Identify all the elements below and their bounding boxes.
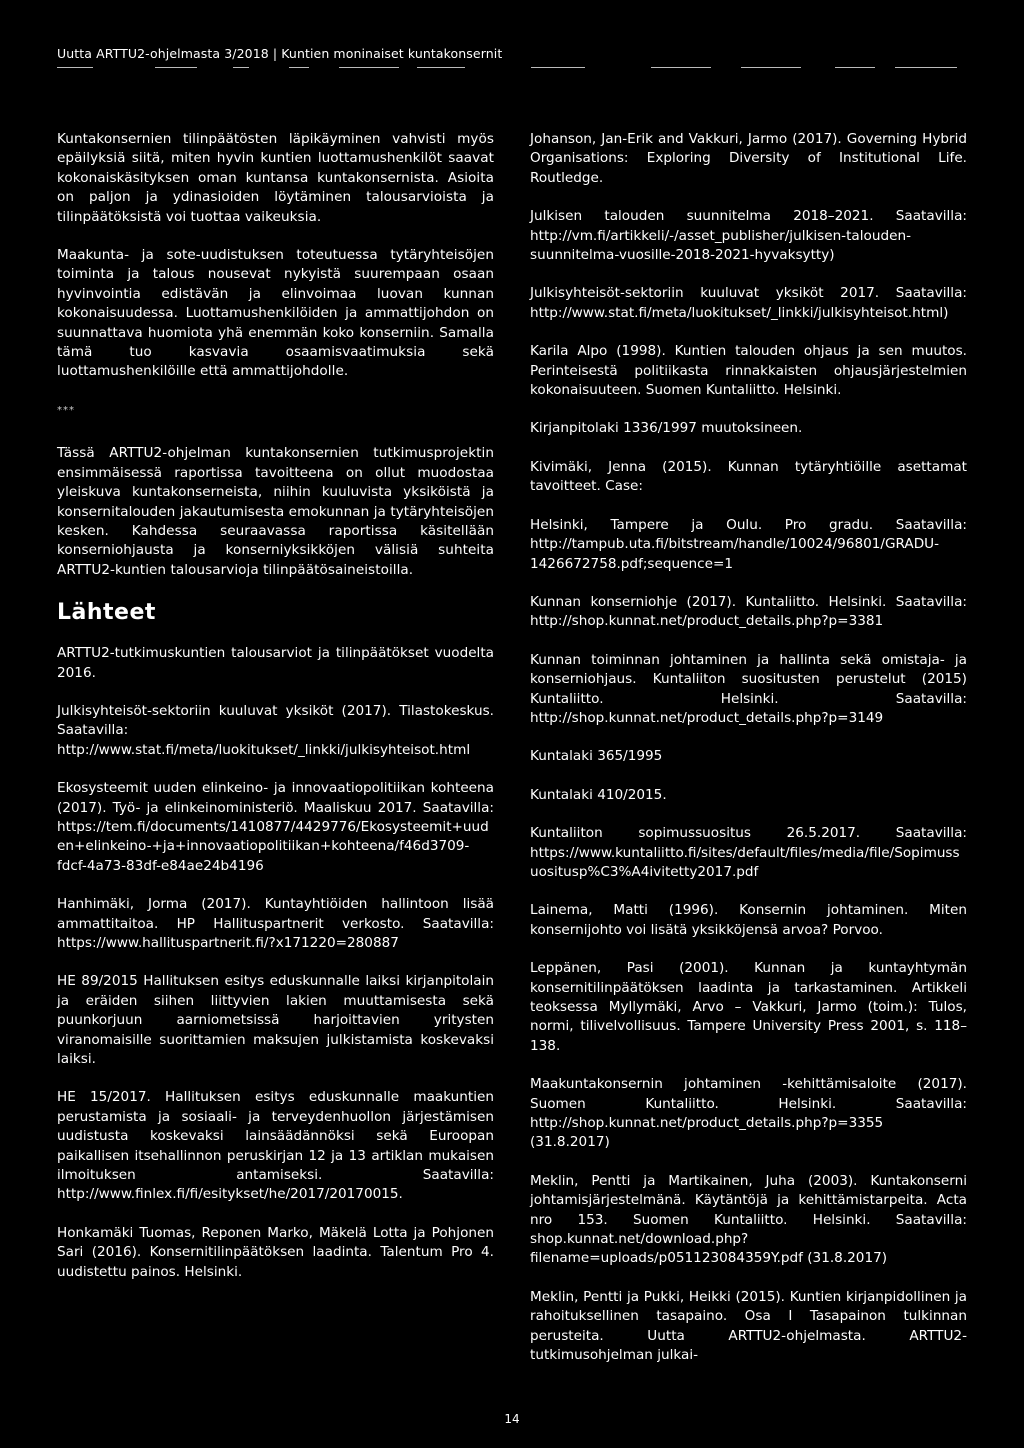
reference-item: Maakuntakonsernin johtaminen -kehittämisaloite (2017). Suomen Kuntaliitto. Helsinki. Saatavilla: http://shop.kunnat.net/product_details.php?p=3355 (31.8.2017) — [530, 1076, 967, 1151]
reference-item: Kunnan konserniohje (2017). Kuntaliitto. Helsinki. Saatavilla: http://shop.kunnat.net/product_details.php?p=3381 — [530, 593, 967, 630]
reference-item: Kunnan toiminnan johtaminen ja hallinta sekä omistaja- ja konserniohjaus. Kuntaliiton suositusten perustelut (2015) Kuntaliitto. Helsinki. Saatavilla: http://shop.kunnat.net/product_details.php?p=3149 — [530, 651, 967, 726]
section-separator: *** — [57, 404, 75, 416]
reference-item: Ekosysteemit uuden elinkeino- ja innovaatiopolitiikan kohteena (2017). Työ- ja elinkeinoministeriö. Maaliskuu 2017. Saatavilla: https://tem.fi/documents/1410877/4429776/Ekosysteemit+uuden+elinkeino-+ja+innovaatiopolitiikan+kohteena/f46d3709-fdcf-4a73-83df-e84ae24b4196 — [57, 780, 494, 874]
reference-item: HE 89/2015 Hallituksen esitys eduskunnalle laiksi kirjanpitolain ja eräiden siihen liittyvien lakien muuttamisesta sekä puunkorjuun aarniometsissä harjoittavien yritysten viranomaisille suorittamien maksujen julkistamista koskevaksi laiksi. — [57, 973, 494, 1068]
reference-item: Kuntalaki 410/2015. — [530, 786, 667, 803]
reference-item: Leppänen, Pasi (2001). Kunnan ja kuntayhtymän konsernitilinpäätöksen laadinta ja tarkastaminen. Artikkeli teoksessa Myllymäki, Arvo – Vakkuri, Jarmo (toim.): Tulos, normi, tilivelvollisuus. Tampere University Press 2001, s. 118–138. — [530, 960, 967, 1054]
reference-item: Julkisyhteisöt-sektoriin kuuluvat yksiköt 2017. Saatavilla: http://www.stat.fi/meta/luokitukset/_linkki/julkisyhteisot.html) — [530, 285, 967, 321]
references-heading: Lähteet — [57, 600, 156, 626]
reference-item: Hanhimäki, Jorma (2017). Kuntayhtiöiden hallintoon lisää ammattitaitoa. HP Hallituspartnerit verkosto. Saatavilla: https://www.hallituspartnerit.fi/?x171220=280887 — [57, 896, 494, 951]
reference-item: Johanson, Jan-Erik and Vakkuri, Jarmo (2017). Governing Hybrid Organisations: Exploring Diversity of Institutional Life. Routledge. — [530, 131, 967, 186]
reference-item: ARTTU2-tutkimuskuntien talousarviot ja tilinpäätökset vuodelta 2016. — [57, 645, 494, 681]
reference-item: Kivimäki, Jenna (2015). Kunnan tytäryhtiöille asettamat tavoitteet. Case: — [530, 458, 967, 495]
reference-item: Meklin, Pentti ja Martikainen, Juha (2003). Kuntakonserni johtamisjärjestelmänä. Käytäntöjä ja kehittämistarpeita. Acta nro 153. Suomen Kuntaliitto. Helsinki. Saatavilla: shop.kunnat.net/download.php?filename=uploads/p051123084359Y.pdf (31.8.2017) — [530, 1172, 967, 1267]
page-number: 14 — [504, 1412, 520, 1426]
reference-item: HE 15/2017. Hallituksen esitys eduskunnalle maakuntien perustamista ja sosiaali- ja terveydenhuollon järjestämisen uudistusta koskevaksi lainsäädännöksi sekä Euroopan paikallisen itsehallinnon peruskirjan 12 ja 13 artiklan mukaisen ilmoituksen antamiseksi. Saatavilla: http://www.finlex.fi/fi/esitykset/he/2017/20170015. — [57, 1089, 494, 1203]
reference-item: Julkisyhteisöt-sektoriin kuuluvat yksiköt (2017). Tilastokeskus. Saatavilla: http://www.stat.fi/meta/luokitukset/_linkki/julkisyhteisot.html — [57, 702, 494, 758]
body-paragraph: Tässä ARTTU2-ohjelman kuntakonsernien tutkimusprojektin ensimmäisessä raportissa tavoitteena on ollut muodostaa yleiskuva kuntakonserneista, niihin kuuluvista yksiköistä ja konsernitalouden jakautumisesta emokunnan ja tytäryhteisöjen kesken. Kahdessa seuraavassa raportissa käsitellään konserniohjausta ja konserniyksikköjen välisiä suhteita ARTTU2-kuntien talousarvioja tilinpäätösaineistoilla. — [57, 445, 494, 578]
reference-item: Helsinki, Tampere ja Oulu. Pro gradu. Saatavilla: http://tampub.uta.fi/bitstream/handle/10024/96801/GRADU-1426672758.pdf;sequence=1 — [530, 516, 967, 572]
body-paragraph: Maakunta- ja sote-uudistuksen toteutuessa tytäryhteisöjen toiminta ja talous nousevat nykyistä suurempaan osaan hyvinvointia edistävän ja elinvoimaa luovan kunnan kokonaisuudessa. Luottamushenkilöiden ja ammattijohdon on suunnattava huomiota yhä enemmän koko konserniin. Samalla tämä tuo kasvavia osaamisvaatimuksia sekä luottamushenkilöille että ammattijohdolle. — [57, 247, 494, 380]
left-column — [57, 130, 494, 1301]
reference-item: Karila Alpo (1998). Kuntien talouden ohjaus ja sen muutos. Perinteisestä politiikasta rinnakkaisten ohjausjärjestelmien kokonaisuuteen. Suomen Kuntaliitto. Helsinki. — [530, 343, 967, 399]
reference-item: Kuntalaki 365/1995 — [530, 748, 663, 765]
body-paragraph: Kuntakonsernien tilinpäätösten läpikäyminen vahvisti myös epäilyksiä siitä, miten hyvin kuntien luottamushenkilöt saavat kokonaiskäsityksen oman kuntansa kuntakonsernista. Asioita on paljon ja ydinasioiden löytäminen talousarvioista ja tilinpäätöksistä voi tuottaa vaikeuksia. — [57, 131, 494, 225]
running-header: Uutta ARTTU2-ohjelmasta 3/2018 | Kuntien moninaiset kuntakonsernit — [57, 46, 503, 61]
right-column — [530, 130, 967, 1385]
reference-item: Kirjanpitolaki 1336/1997 muutoksineen. — [530, 420, 803, 437]
header-rule — [57, 66, 957, 69]
reference-item: Julkisen talouden suunnitelma 2018–2021. Saatavilla: http://vm.fi/artikkeli/-/asset_publisher/julkisen-talouden-suunnitelma-vuosille-2018-2021-hyvaksytty) — [530, 208, 967, 264]
reference-item: Kuntaliiton sopimussuositus 26.5.2017. Saatavilla: https://www.kuntaliitto.fi/sites/default/files/media/file/Sopimussuositusp%C3%A4ivitetty2017.pdf — [530, 825, 967, 880]
reference-item: Meklin, Pentti ja Pukki, Heikki (2015). Kuntien kirjanpidollinen ja rahoituksellinen tasapaino. Osa I Tasapainon tulkinnan perusteita. Uutta ARTTU2-ohjelmasta. ARTTU2-tutkimusohjelman julkai- — [530, 1288, 967, 1364]
reference-item: Honkamäki Tuomas, Reponen Marko, Mäkelä Lotta ja Pohjonen Sari (2016). Konsernitilinpäätöksen laadinta. Talentum Pro 4. uudistettu painos. Helsinki. — [57, 1224, 494, 1280]
reference-item: Lainema, Matti (1996). Konsernin johtaminen. Miten konsernijohto voi lisätä yksikköjensä arvoa? Porvoo. — [530, 902, 967, 938]
